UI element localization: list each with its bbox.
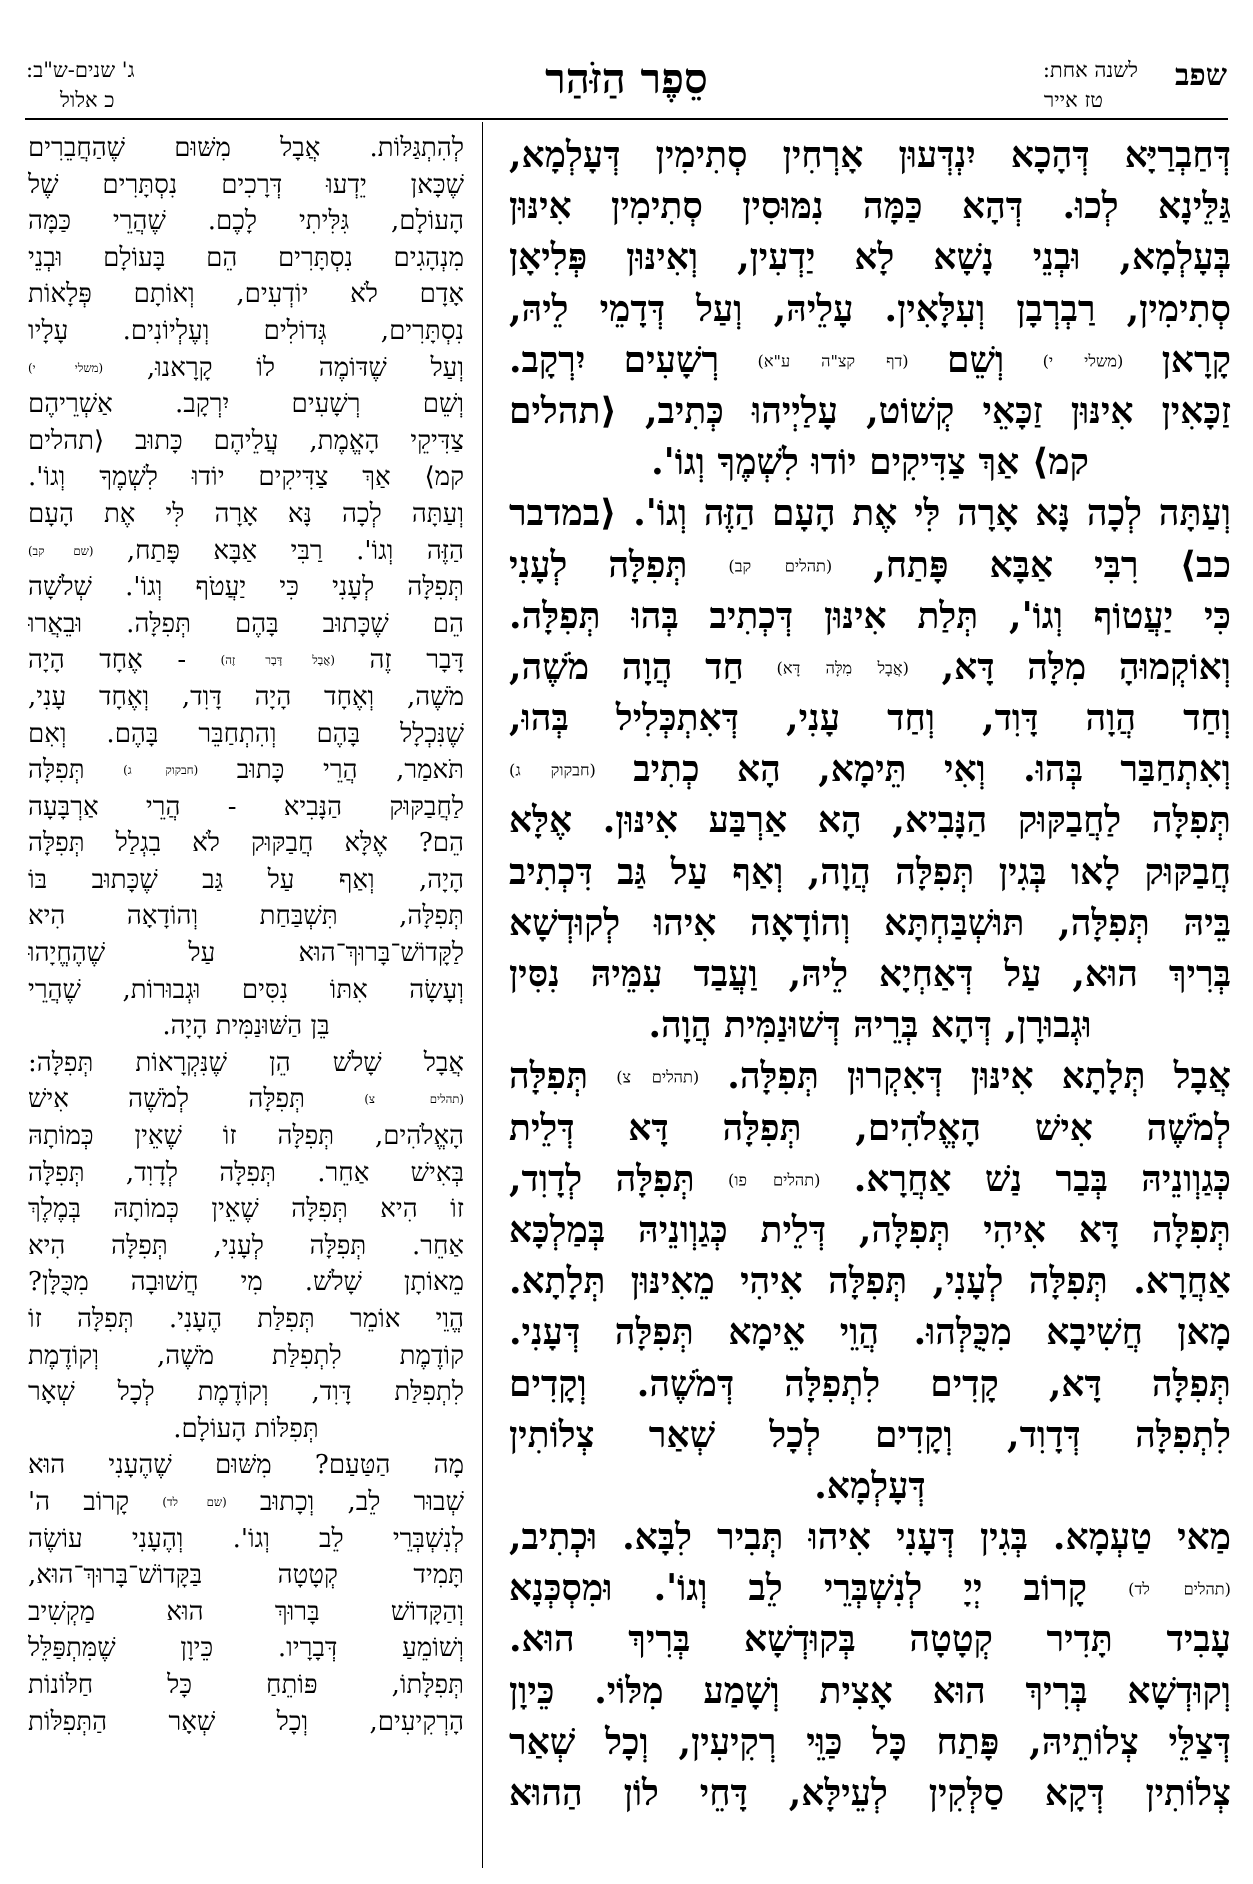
side-text-line: לְנִשְׁבְּרֵי לֵב וְגוֹ'. וְהֶעָנִי עוֹשֶׂה [28, 1523, 464, 1554]
main-text-line: בְּרִיךְ הוּא, עַל דְּאַחְיָא לֵיהּ, וַעֲבַד עִמֵּיהּ נִסִּין [509, 953, 1231, 995]
one-year-label: לשנה אחת: [1042, 58, 1138, 82]
main-text-line: סְתִימִין, רַבְרְבָן וְעִלָּאִין. עָלֵיהּ, וְעַל דְּדָמֵי לֵיהּ, [509, 287, 1231, 330]
side-text-line: הֵם שֶׁכָּתוּב בָּהֶם תְּפִלָּה. וּבֵאֲרוּ [28, 608, 464, 639]
side-text-line: לַקָּדוֹשׁ־בָּרוּךְ־הוּא עַל שֶׁהֶחֱיָהוּ [28, 938, 464, 969]
side-text-line: בֵּן הַשּׁוּנַמִּית הָיָה. [162, 1011, 330, 1042]
aramaic-main-column [509, 130, 1231, 1819]
side-text-line: לְהִתְגַּלּוֹת. אֲבָל מִשּׁוּם שֶׁהַחֲבֵרִים [28, 133, 464, 163]
side-text-line: וְשׁוֹמֵעַ דְּבָרָיו. כֵּיוָן שֶׁמִּתְפַּלֵּל [28, 1633, 464, 1664]
side-text-line: מֹשֶׁה, וְאֶחָד הָיָה דָּוִד, וְאֶחָד עָנִי, [28, 681, 464, 712]
side-text-line: בְּאִישׁ אַחֵר. תְּפִלָּה לְדָוִד, תְּפִלָּה [28, 1157, 464, 1188]
main-text-line: וְעַתָּה לְכָה נָּא אָרָה לִּי אֶת הָעָם הַזֶּה וְגוֹ'. ⟨במדבר [509, 492, 1231, 535]
main-text-line: וְאִתְחַבַּר בְּהוּ. וְאִי תֵּימָא, הָא כְתִיב (חבקוק ג) [509, 748, 1231, 791]
main-text-line: זַכָּאִין אִינּוּן זַכָּאֵי קְשׁוֹט, עָלַיְיהוּ כְּתִיב, ⟨תהלים [509, 389, 1231, 432]
side-text-line: הֱוֵי אוֹמֵר תְּפִלַּת הֶעָנִי. תְּפִלָּה זוֹ [28, 1304, 464, 1334]
side-text-line: מִנְהָגִים נִסְתָּרִים הֵם בָּעוֹלָם וּבְנֵי [28, 242, 464, 273]
main-text-line: לִתְפִלָּה דְּדָוִד, וְקָדִים לְכָל שְׁאַר צְלוֹתִין [509, 1413, 1231, 1456]
side-text-line: תְּפִלּוֹת הָעוֹלָם. [173, 1413, 319, 1444]
side-text-line: הָיָה, וְאַף עַל גַּב שֶׁכָּתוּב בּוֹ [28, 864, 464, 895]
main-text-line: לְמֹשֶׁה אִישׁ הָאֱלֹהִים, תְּפִלָּה דָּא דְּלֵית [509, 1106, 1231, 1149]
side-text-line: נִסְתָּרִים, גְּדוֹלִים וְעֶלְיוֹנִים. עָלָיו [28, 315, 464, 346]
side-text-line: לִתְפִלַּת דָּוִד, וְקוֹדֶמֶת לְכָל שְׁאָר [28, 1377, 464, 1408]
main-text-line: אַחֲרָא. תְּפִלָּה לְעָנִי, תְּפִלָּה אִיהִי מֵאִינּוּן תְּלָתָא. [509, 1260, 1231, 1303]
side-text-line: וְהַקָּדוֹשׁ בָּרוּךְ הוּא מַקְשִׁיב [28, 1596, 464, 1627]
side-text-line: אֲבָל שָׁלֹשׁ הֵן שֶׁנִּקְרָאוֹת תְּפִלָּה: [28, 1047, 464, 1078]
side-text-line: תָּמִיד קְטָטָה בַּקָּדוֹשׁ־בָּרוּךְ־הוּא, [28, 1560, 464, 1591]
book-title: סֵפֶר הַזֹּהַר [545, 54, 708, 103]
side-text-line: שְׁבוּר לֵב, וְכָתוּב (שם לד) קָרוֹב ה' [28, 1487, 464, 1518]
side-text-line: שֶׁכָּאן יֵדְעוּ דְּרָכִים נִסְתָּרִים שֶׁל [28, 169, 464, 200]
side-text-line: לַחֲבַקּוּק הַנָּבִיא - הֲרֵי אַרְבָּעָה [28, 791, 464, 822]
side-text-line: אָדָם לֹא יוֹדְעִים, וְאוֹתָם פְּלָאוֹת [28, 279, 464, 310]
side-text-line: תֹּאמַר, הֲרֵי כָּתוּב (חבקוק ג) תְּפִלָּה [28, 755, 464, 786]
main-text-line: קָרָאן (משלי י) וְשֵׁם (דף קצ"ה ע"א) רְשָׁעִים יִרְקָב. [509, 338, 1231, 381]
main-text-line: צְלוֹתִין דְּקָא סַלְּקִין לְעֵילָּא, דָּחֵי לוֹן הַהוּא [509, 1772, 1231, 1814]
side-text-line: תְּפִלָּה, תִּשְׁבַּחַת וְהוֹדָאָה הִיא [28, 901, 464, 932]
side-text-line: מָה הַטַּעַם? מִשּׁוּם שֶׁהֶעָנִי הוּא [28, 1450, 464, 1481]
three-year-label: ג' שנים-ש"ב: [26, 58, 135, 82]
side-text-line: תְּפִלָּתוֹ, פּוֹתֵחַ כָּל חַלּוֹנוֹת [28, 1669, 464, 1700]
side-text-line: וְעַתָּה לְכָה נָּא אָרָה לִּי אֶת הָעָם [28, 498, 464, 529]
main-text-line: (תהלים לד) קָרוֹב יְיָ לְנִשְׁבְּרֵי לֵב וְגוֹ'. וּמִסְכְּנָא [509, 1567, 1231, 1610]
side-text-line: הָעוֹלָם, גִּלִּיתִי לָכֶם. שֶׁהֲרֵי כַּמָּה [28, 206, 464, 237]
main-text-line: גַּלֵּינָא לְכוּ. דְּהָא כַּמָּה נִמּוּסִין סְתִימִין אִינּוּן [509, 185, 1231, 228]
side-text-line: וְעָשָׂה אִתּוֹ נִסִּים וּגְבוּרוֹת, שֶׁהֲרֵי [28, 974, 464, 1005]
main-text-line: מָאן חֲשִׁיבָא מִכֻּלְּהוּ. הֲוֵי אֵימָא תְּפִלָּה דְּעָנִי. [509, 1311, 1231, 1354]
three-year-date: כ אלול [60, 88, 115, 112]
side-text-line: (תהלים צ) תְּפִלָּה לְמֹשֶׁה אִישׁ [28, 1084, 464, 1115]
column-divider [482, 122, 483, 1868]
main-text-line: אֲבָל תְּלָתָא אִינּוּן דְּאִקְרוּן תְּפִלָּה. (תהלים צ) תְּפִלָּה [509, 1055, 1231, 1098]
main-text-line: כִּי יַעֲטוֹף וְגוֹ', תְּלַת אִינּוּן דְּכְתִיב בְּהוּ תְּפִלָּה. [509, 594, 1231, 637]
main-text-line: דְּצַלֵּי צְלוֹתֵיהּ, פָּתַח כָּל כַּוֵּי רְקִיעִין, וְכָל שְׁאַר [509, 1720, 1231, 1763]
main-text-line: קמ⟩ אַךְ צַדִּיקִים יוֹדוּ לִשְׁמֶךָ וְגוֹ'. [651, 441, 1089, 484]
main-text-line: בְּעָלְמָא, וּבְנֵי נָשָׁא לָא יַדְעִין, וְאִינּוּן פְּלִיאָן [509, 236, 1231, 279]
side-text-line: הָאֱלֹהִים, תְּפִלָּה זוֹ שֶׁאֵין כְּמוֹתָהּ [28, 1121, 464, 1152]
side-text-line: דָּבָר זֶה (אֲבָל דָּבָר זֶה) - אֶחָד הָיָה [28, 645, 464, 676]
main-text-line: וְקוּדְשָׁא בְּרִיךְ הוּא אָצִית וְשָׁמַע מִלּוֹי. כֵּיוָן [509, 1669, 1231, 1712]
main-text-line: מַאי טַעְמָא. בְּגִין דְּעָנִי אִיהוּ תְּבִיר לִבָּא. וּכְתִיב, [509, 1516, 1231, 1559]
side-text-line: קוֹדֶמֶת לִתְפִלַּת מֹשֶׁה, וְקוֹדֶמֶת [28, 1340, 464, 1371]
main-text-line: תְּפִלָּה לַחֲבַקּוּק הַנָּבִיא, הָא אַרְבַּע אִינּוּן. אֶלָּא [509, 799, 1231, 842]
page-number: שפב [1174, 58, 1227, 93]
side-text-line: מֵאוֹתָן שָׁלֹשׁ. מִי חֲשׁוּבָה מִכֻּלָּן? [28, 1267, 464, 1298]
side-text-line: זוֹ הִיא תְּפִלָּה שֶׁאֵין כְּמוֹתָהּ בְּמֶלֶךְ [28, 1194, 464, 1225]
main-text-line: כְּגַוְונֵיהּ בְּבַר נַשׁ אַחֲרָא. (תהלים פו) תְּפִלָּה לְדָוִד, [509, 1157, 1231, 1200]
side-text-line: שֶׁנִּכְלָל בָּהֶם וְהִתְחַבֵּר בָּהֶם. וְאִם [28, 718, 464, 749]
side-text-line: וְעַל שֶׁדּוֹמֶה לוֹ קָרָאנוּ, (משלי י) [28, 352, 464, 383]
main-text-line: דְּעָלְמָא. [814, 1464, 926, 1507]
one-year-date: טז אייר [1043, 88, 1103, 112]
main-text-line: וְחַד הֲוָה דָּוִד, וְחַד עָנִי, דְּאִתְכְּלִיל בְּהוּ, [509, 697, 1231, 740]
main-text-line: בֵּיהּ תְּפִלָּה, תּוּשְׁבַּחְתָּא וְהוֹדָאָה אִיהוּ לְקוּדְשָׁא [509, 901, 1231, 944]
main-text-line: כב⟩ רִבִּי אַבָּא פָּתַח, (תהלים קב) תְּפִלָּה לְעָנִי [509, 543, 1231, 586]
main-text-line: תְּפִלָּה דָּא אִיהִי תְּפִלָּה, דְּלֵית כְּגַוְונֵיהּ בְּמַלְכָּא [509, 1208, 1231, 1251]
side-text-line: תְּפִלָּה לְעָנִי כִּי יַעֲטֹף וְגוֹ'. שְׁלֹשָׁה [28, 572, 464, 603]
side-text-line: וְשֵׁם רְשָׁעִים יִרְקָב. אַשְׁרֵיהֶם [28, 389, 464, 420]
main-text-line: תְּפִלָּה דָּא, קָדִים לִתְפִלָּה דְּמֹשֶׁה. וְקָדִים [509, 1362, 1231, 1405]
main-text-line: וּגְבוּרָן, דְּהָא בְּרֵיהּ דְּשׁוּנַמִּית הֲוָה. [648, 1004, 1092, 1047]
side-text-line: הַזֶּה וְגוֹ'. רַבִּי אַבָּא פָּתַח, (שם קב) [28, 535, 464, 566]
side-text-line: אַחֵר. תְּפִלָּה לְעָנִי, תְּפִלָּה הִיא [28, 1230, 464, 1261]
side-text-line: הָרְקִיעִים, וְכָל שְׁאָר הַתְּפִלּוֹת [28, 1706, 464, 1737]
main-text-line: עָבִיד תָּדִיר קְטָטָה בְּקוּדְשָׁא בְּרִיךְ הוּא. [509, 1618, 1231, 1661]
side-text-line: הֵם? אֶלָּא חֲבַקּוּק לֹא בִגְלַל תְּפִלָּה [28, 828, 464, 859]
main-text-line: דְּחַבְרַיָּא דְּהָכָא יִנְדְּעוּן אָרְחִין סְתִימִין דְּעָלְמָא, [509, 134, 1231, 176]
hebrew-translation-column [28, 130, 464, 1740]
side-text-line: צַדִּיקֵי הָאֱמֶת, עֲלֵיהֶם כָּתוּב ⟨תהלים [28, 425, 464, 456]
header-rule [25, 118, 1228, 120]
main-text-line: וְאוֹקְמוּהָ מִלָּה דָּא, (אֲבָל מִלָּה דָּא) חַד הֲוָה מֹשֶׁה, [509, 645, 1231, 688]
side-text-line: קמ⟩ אַךְ צַדִּיקִים יוֹדוּ לִשְׁמֶךָ וְגוֹ'. [28, 462, 464, 493]
main-text-line: חֲבַקּוּק לָאו בְּגִין תְּפִלָּה הֲוָה, וְאַף עַל גַּב דִּכְתִיב [509, 850, 1231, 893]
